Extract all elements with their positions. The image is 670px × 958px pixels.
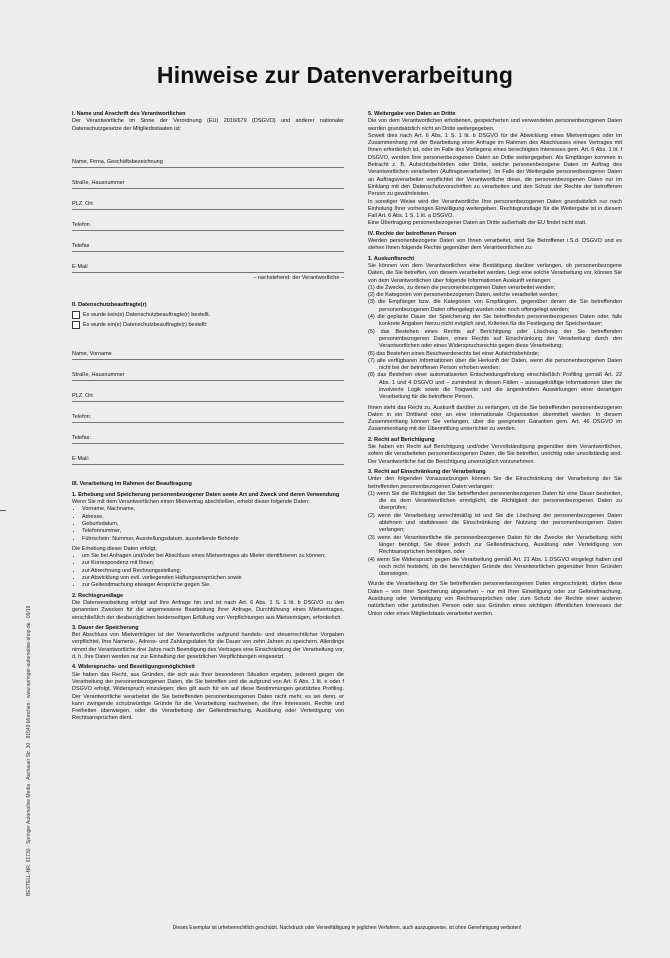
list-item: (5) das Bestehen eines Rechts auf Berichtigung oder Löschung der Sie betreffenden personenbezogenen Daten, eines Rechts auf Einschränkung der Verarbeitung durch den Verantwortlichen oder eines Widerspruchsrechts gegen diese Verarbeitung; xyxy=(368,328,622,350)
paragraph: Sie können von dem Verantwortlichen eine Bestätigung darüber verlangen, ob personenbezogene Daten, die Sie betreffen, von diesem verarbeitet werden. Liegt eine solche Verarbeitung vor, können Sie von dem Verantwortlichen über folgende Informationen Auskunft verlangen: xyxy=(368,262,622,284)
list-item: • zur Abwicklung von evtl. vorliegenden Haftungsansprüchen sowie xyxy=(82,575,344,582)
paragraph: Der Verantwortliche im Sinne der Verordnung (EU) 2016/679 (DSGVO) und anderer nationaler Datenschutzgesetze der Mitgliedsstaaten ist: xyxy=(72,118,344,132)
form-field[interactable] xyxy=(72,423,344,444)
list-item: (4) die geplante Dauer der Speicherung der Sie betreffenden personenbezogenen Daten oder, falls konkrete Angaben hierzu nicht möglich sind, Kriterien für die Festlegung der Speicherdauer; xyxy=(368,314,622,328)
copyright-footnote: Dieses Exemplar ist urheberrechtlich geschützt. Nachdruck oder Vervielfältigung in jeglichen Verfahren, auch auszugsweise, ist ohne Genehmigung verboten! xyxy=(172,925,522,931)
form-field[interactable] xyxy=(72,444,344,465)
field-label: Straße, Hausnummer xyxy=(72,179,125,186)
form-field[interactable] xyxy=(72,147,344,168)
checkbox[interactable] xyxy=(72,311,80,319)
field-label: E-Mail xyxy=(72,263,88,270)
list-item: • Vorname, Nachname, xyxy=(82,506,344,513)
order-number-sidebar: BESTELL-NR. 61730 · Springer Automotive Media · Aschauer Str. 30 · 81549 München · www.springer-automotive-shop.de · 09/19 xyxy=(26,605,32,896)
subsection-heading: 3. Dauer der Speicherung xyxy=(72,624,139,631)
form-field[interactable] xyxy=(72,360,344,381)
subsection-heading: 2. Recht auf Berichtigung xyxy=(368,436,435,443)
list-item: (2) die Kategorien von personenbezogenen Daten, welche verarbeitet werden; xyxy=(368,292,559,299)
subsection-heading: 4. Widerspruchs- und Beseitigungsmöglichkeit xyxy=(72,664,195,671)
field-label: Telefon: xyxy=(72,414,92,421)
field-label: Name, Firma, Geschäftsbezeichnung xyxy=(72,158,163,165)
list-item: (8) das Bestehen einer automatisierten Entscheidungsfindung einschließlich Profiling gemäß Art. 22 Abs. 1 und 4 DSGVO und – zumindest in diesen Fällen – aussagekräftige Informationen über die involvierte Logik sowie die Tragweite und die angestrebten Auswirkungen einer derartigen Verarbeitung für die betroffene Person. xyxy=(368,372,622,401)
list-item: (7) alle verfügbaren Informationen über die Herkunft der Daten, wenn die personenbezogenen Daten nicht bei der betroffenen Person erhoben werden; xyxy=(368,357,622,372)
field-label: Straße, Hausnummer xyxy=(72,372,125,379)
list-item: • Führschein: Nummer, Ausstellungsdatum, ausstellende Behörde xyxy=(82,536,344,543)
list-item: (3) wenn der Verantwortliche die personenbezogenen Daten für die Zwecke der Verarbeitung nicht länger benötigt, Sie diese jedoch zur Geltendmachung, Ausübung oder Verteidigung von Rechtsansprüchen benötigen, oder xyxy=(368,534,622,556)
form-field[interactable] xyxy=(72,231,344,252)
paragraph: Die Erhebung dieser Daten erfolgt, xyxy=(72,545,157,552)
numbered-list xyxy=(368,491,622,579)
paragraph: Wenn Sie mit dem Verantwortlichen einen Mietvertrag abschließen, erhebt dieser folgende Daten: xyxy=(72,499,310,506)
section-heading: III. Verarbeitung im Rahmen der Beauftragung xyxy=(72,481,192,488)
subsection-heading: 1. Erhebung und Speicherung personenbezogener Daten sowie Art und Zweck und deren Verwendung xyxy=(72,491,340,498)
list-item: (4) wenn Sie Widerspruch gegen die Verarbeitung gemäß Art. 21 Abs. 1 DSGVO eingelegt haben und noch nicht feststeht, ob die berechtigten Gründe des Verantwortlichen gegenüber Ihren Gründen überwiegen. xyxy=(368,556,622,578)
checkbox-row[interactable] xyxy=(72,321,344,329)
section-heading: II. Datenschutzbeauftragte(r) xyxy=(72,302,147,309)
dpo-fields xyxy=(72,339,344,465)
paragraph: Wurde die Verarbeitung der Sie betreffenden personenbezogenen Daten eingeschränkt, dürfen diese Daten – von ihrer Speicherung abgesehen – nur mit Ihrer Einwilligung oder zur Geltendmachung, Ausübung oder Verteidigung von Rechtsansprüchen oder zum Schutz der Rechte einer anderen natürlichen oder juristischen Person oder aus Gründen eines wichtigen öffentlichen Interesses der Union oder eines Mitgliedstaats verarbeitet werden. xyxy=(368,581,622,617)
checkbox-label: Es wurde kein(e) Datenschutzbeauftragte(r) bestellt. xyxy=(83,311,211,318)
paragraph: Eine Übertragung personenbezogener Daten an Dritte außerhalb der EU findet nicht statt. xyxy=(368,220,587,227)
section-heading: IV. Rechte der betroffenen Person xyxy=(368,230,457,237)
section-heading: I. Name und Anschrift des Verantwortlichen xyxy=(72,111,186,117)
list-item: • zur Korrespondenz mit Ihnen; xyxy=(82,560,344,567)
list-item: • zur Abrechnung und Rechnungsstellung; xyxy=(82,568,344,575)
subsection-heading: 2. Rechtsgrundlage xyxy=(72,592,124,599)
paragraph: Die von dem Verantwortlichen erhobenen, gespeicherten und verwendeten personenbezogenen Daten werden grundsätzlich nicht an Dritte weitergegeben. xyxy=(368,118,622,132)
list-item: • Geburtsdatum, xyxy=(82,521,344,528)
list-item: (6) das Bestehen eines Beschwerderechts bei einer Aufsichtsbehörde; xyxy=(368,350,540,357)
right-column xyxy=(368,108,622,618)
field-label: PLZ, Ort xyxy=(72,200,93,207)
list-item: • zur Geltendmachung etwaiger Ansprüche gegen Sie. xyxy=(82,582,344,589)
field-label: PLZ, Ort xyxy=(72,393,93,400)
list-item: (1) die Zwecke, zu denen die personenbezogenen Daten verarbeitet werden; xyxy=(368,284,556,291)
section-heading: 5. Weitergabe von Daten an Dritte xyxy=(368,111,456,117)
list-item: (2) wenn die Verarbeitung unrechtmäßig ist und Sie die Löschung der personenbezogenen Daten ablehnen und stattdessen die Einschränkung der Nutzung der personenbezogenen Daten verlangen; xyxy=(368,512,622,534)
paragraph: Die Datenverarbeitung erfolgt auf Ihre Anfrage hin und ist nach Art. 6 Abs. 1 S. 1 lit. b DSGVO zu den genannten Zwecken für die angemessene Bearbeitung Ihrer Anfrage, Durchführung eines Mietvertrages, einschließlich der diesbezüglichen beiderseitigen Erfüllung von Verpflichtungen aus Mietverträgen, erforderlich. xyxy=(72,599,344,621)
paragraph: Bei Abschluss von Mietverträgen ist der Verantwortliche aufgrund handels- und steuerrechtlicher Vorgaben verpflichtet, Ihre Namens-, Adress- und Zahlungsdaten für die Dauer von zehn Jahren zu speichern. Allerdings nimmt der Verantwortliche drei Jahre nach Beendigung des Vertrages eine Einschränkung der Verarbeitung vor, d. h. Ihre Daten werden nur zur Einhaltung der gesetzlichen Verpflichtungen eingesetzt. xyxy=(72,632,344,661)
checkbox-label: Es wurde ein(e) Datenschutzbeauftragte(r) bestellt: xyxy=(83,321,208,328)
bullet-list xyxy=(72,553,344,589)
list-item: (3) die Empfänger bzw. die Kategorien von Empfängern, gegenüber denen die Sie betreffenden personenbezogenen Daten offengelegt wurden oder noch offengelegt werden; xyxy=(368,299,622,313)
bullet-list xyxy=(72,506,344,542)
list-item: • Adresse, xyxy=(82,514,344,521)
form-field[interactable] xyxy=(72,210,344,231)
subsection-heading: 1. Auskunftsrecht xyxy=(368,255,415,262)
form-field[interactable] xyxy=(72,252,344,273)
list-item: (1) wenn Sie die Richtigkeit der Sie betreffenden personenbezogenen Daten für eine Dauer bestreiten, die es dem Verantwortlichen ermöglicht, die Richtigkeit der personenbezogenen Daten zu überprüfen; xyxy=(368,490,622,512)
form-field[interactable] xyxy=(72,402,344,423)
fold-mark xyxy=(0,510,6,511)
field-label: E-Mail: xyxy=(72,456,90,463)
form-field[interactable] xyxy=(72,339,344,360)
paragraph: Werden personenbezogene Daten von Ihnen verarbeitet, sind Sie Betroffener i.S.d. DSGVO und es stehen Ihnen folgende Rechte gegenüber dem Verantwortlichen zu: xyxy=(368,238,622,252)
paragraph: Sie haben das Recht, aus Gründen, die sich aus Ihrer besonderen Situation ergeben, jederzeit gegen die Verarbeitung der personenbezogenen Daten, die Sie betreffen und die aufgrund von Art. 6 Abs. 1 lit. e oder f DSGVO erfolgt, Widerspruch einzulegen; dies gilt auch für ein auf diese Bestimmungen gestütztes Profiling. Der Verantwortliche verarbeitet die Sie betreffenden personenbezogenen Daten nicht mehr, es sei denn, er kann zwingende schutzwürdige Gründe für die Verarbeitung nachweisen, die Ihre Interessen, Rechte und Freiheiten überwiegen, oder die Verarbeitung der Geltendmachung, Ausübung oder Verteidigung von Rechtsansprüchen dient. xyxy=(72,671,344,722)
paragraph: Sie haben ein Recht auf Berichtigung und/oder Vervollständigung gegenüber dem Verantwortlichen, sofern die verarbeiteten personenbezogenen Daten, die Sie betreffen, unrichtig oder unvollständig sind. Der Verantwortliche hat die Berichtigung unverzüglich vorzunehmen. xyxy=(368,444,622,465)
paragraph: Unter den folgenden Voraussetzungen können Sie die Einschränkung der Verarbeitung der Sie betreffenden personenbezogenen Daten verlangen: xyxy=(368,476,622,490)
paragraph: In sonstiger Weise wird der Verantwortliche Ihre personenbezogenen Daten grundsätzlich nur nach Einholung Ihrer vorherigen Einwilligung weitergeben. Rechtsgrundlage für die Weitergabe ist in diesem Fall Art. 6 Abs. 1 S. 1 lit. a DSGVO. xyxy=(368,198,622,220)
form-field[interactable] xyxy=(72,168,344,189)
left-column xyxy=(72,108,344,723)
controller-fields xyxy=(72,147,344,273)
checkbox[interactable] xyxy=(72,321,80,329)
numbered-list xyxy=(368,285,622,402)
list-item: • um Sie bei Anfragen und/oder bei Abschluss eines Mietvertrages als Mieter identifizieren zu können; xyxy=(82,553,344,560)
subsection-heading: 3. Recht auf Einschränkung der Verarbeitung xyxy=(368,468,486,475)
list-item: • Telefonnummer, xyxy=(82,528,344,535)
paragraph: Ihnen steht das Recht zu, Auskunft darüber zu verlangen, ob die Sie betreffenden personenbezogenen Daten in ein Drittland oder an eine internationale Organisation übermittelt werden. In diesem Zusammenhang können Sie verlangen, über die geeigneten Garantien gem. Art. 46 DSGVO im Zusammenhang mit der Übermittlung unterrichtet zu werden. xyxy=(368,404,622,433)
field-label: Name, Vorname xyxy=(72,351,112,358)
field-label: Telefax: xyxy=(72,435,91,442)
page-title: Hinweise zur Datenverarbeitung xyxy=(156,62,514,88)
signature-note: – nachstehend: der Verantwortliche – xyxy=(253,274,344,281)
field-label: Telefon xyxy=(72,221,90,228)
form-field[interactable] xyxy=(72,189,344,210)
paragraph: Soweit dies nach Art. 6 Abs. 1 S. 1 lit. b DSGVO für die Abwicklung eines Mietvertrages oder im Zusammenhang mit der Bearbeitung einer Anfrage im Rahmen des Abschlusses eines Vertrages mit Ihnen erforderlich ist, oder im Falle des Vorliegens eines berechtigten Interesses gem. Art. 6 Abs. 1 lit. f DSGVO, werden Ihre personenbezogenen Daten an Dritte weitergegeben. Als Empfänger kommen in Betracht z. B. Aufsichtsbehörden oder Dritte, welche personenbezogene Daten im Auftrag des Verantwortlichen verarbeiten (Auftragsverarbeiter). Im Falle der Weitergabe personenbezogener Daten an Auftragsverarbeiter verpflichtet der Verantwortliche diese, die personenbezogenen Daten nur im Einklang mit den Datenschutzvorschriften zu verarbeiten und den Schutz der Rechte der betroffenen Person zu gewährleisten. xyxy=(368,132,622,198)
field-label: Telefax xyxy=(72,242,90,249)
form-field[interactable] xyxy=(72,381,344,402)
checkbox-row[interactable] xyxy=(72,311,344,319)
